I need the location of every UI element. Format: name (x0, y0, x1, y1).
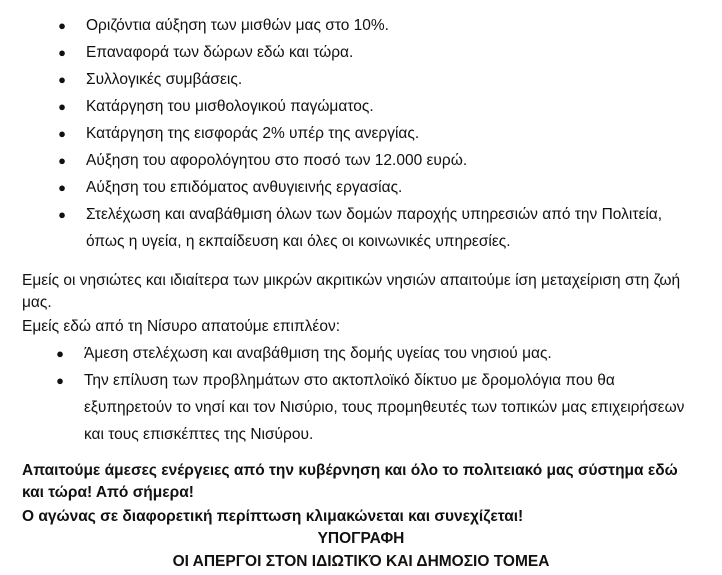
list-item (56, 66, 696, 93)
bullet-icon: ● (58, 180, 66, 195)
local-demand-text: Την επίλυση των προβλημάτων στο ακτοπλοϊκό δίκτυο με δρομολόγια που θα εξυπηρετούν το νησί και τον Νισύριο, τους προμηθευτές των τοπικών μας επιχειρήσεων και τους επισκέπτες της Νισύρου. (84, 372, 685, 443)
bullet-icon: ● (58, 45, 66, 60)
closing-demand: Απαιτούμε άμεσες ενέργειες από την κυβέρνηση και όλο το πολιτειακό μας σύστημα εδώ και τώρα! Από σήμερα! (22, 462, 678, 501)
list-item (56, 147, 696, 174)
local-demands-list (54, 340, 694, 448)
nisyros-intro: Εμείς εδώ από τη Νίσυρο απατούμε επιπλέον: (22, 318, 341, 335)
bullet-icon: ● (56, 346, 64, 361)
demand-text: Αύξηση του αφορολόγητου στο ποσό των 12.000 ευρώ. (86, 152, 468, 169)
closing-warning: Ο αγώνας σε διαφορετική περίπτωση κλιμακώνεται και συνεχίζεται! (22, 508, 524, 525)
list-item (56, 39, 696, 66)
signatories: ΟΙ ΑΠΕΡΓΟΙ ΣΤΟΝ ΙΔΙΩΤΙΚΌ ΚΑΙ ΔΗΜΟΣΙΟ ΤΟΜΕΑ (172, 553, 550, 570)
bullet-icon: ● (58, 72, 66, 87)
demand-text: Αύξηση του επιδόματος ανθυγιεινής εργασίας. (86, 179, 403, 196)
demand-text: Κατάργηση της εισφοράς 2% υπέρ της ανεργίας. (86, 125, 420, 142)
demand-text: Κατάργηση του μισθολογικού παγώματος. (86, 98, 374, 115)
bullet-icon: ● (56, 373, 64, 388)
list-item (56, 201, 696, 255)
bullet-icon: ● (58, 18, 66, 33)
demand-text: Στελέχωση και αναβάθμιση όλων των δομών παροχής υπηρεσιών από την Πολιτεία, όπως η υγεία, η εκπαίδευση και όλες οι κοινωνικές υπηρεσίες. (86, 206, 663, 250)
demands-list (56, 12, 696, 255)
list-item (56, 12, 696, 39)
bullet-icon: ● (58, 126, 66, 141)
list-item (56, 174, 696, 201)
bullet-icon: ● (58, 153, 66, 168)
list-item (56, 120, 696, 147)
islanders-paragraph: Εμείς οι νησιώτες και ιδιαίτερα των μικρών ακριτικών νησιών απαιτούμε ίση μεταχείριση στη ζωή μας. (22, 272, 681, 311)
bullet-icon: ● (58, 99, 66, 114)
demand-text: Επαναφορά των δώρων εδώ και τώρα. (86, 44, 354, 61)
list-item (56, 93, 696, 120)
demand-text: Συλλογικές συμβάσεις. (86, 71, 243, 88)
bullet-icon: ● (58, 207, 66, 222)
local-demand-text: Άμεση στελέχωση και αναβάθμιση της δομής υγείας του νησιού μας. (84, 345, 552, 362)
list-item (54, 340, 694, 367)
demand-text: Οριζόντια αύξηση των μισθών μας στο 10%. (86, 17, 389, 34)
signature-label: ΥΠΟΓΡΑΦΗ (317, 530, 405, 547)
list-item (54, 367, 694, 448)
